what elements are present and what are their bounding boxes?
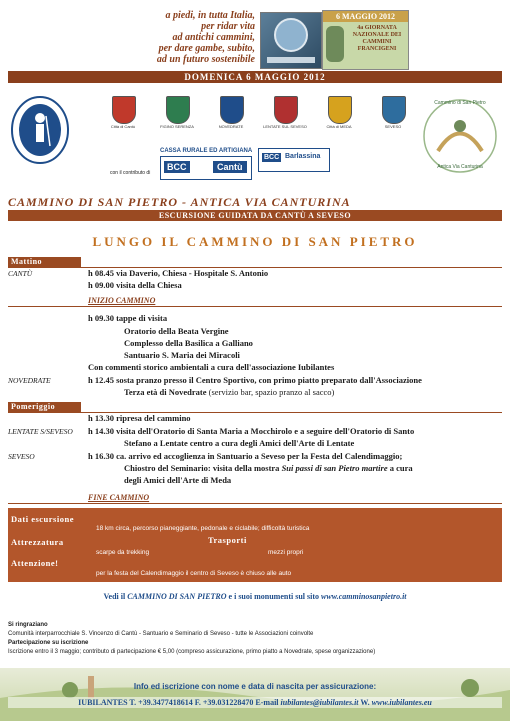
mattino-row: h 09.30 tappe di visita bbox=[88, 313, 168, 323]
footer-website-link[interactable]: www.iubilantes.eu bbox=[371, 698, 432, 707]
mattino-row: h 09.00 visita della Chiesa bbox=[88, 280, 182, 290]
iubilantes-logo-image bbox=[10, 94, 70, 164]
crest-seveso-shield-icon bbox=[382, 96, 406, 124]
info-line: Info ed iscrizione con nome e data di nascita per assicurazione: bbox=[133, 682, 377, 691]
mattino-row: Oratorio della Beata Vergine bbox=[124, 326, 229, 336]
crest-seveso-label: SEVESO bbox=[384, 124, 402, 129]
bank-barlassina-mark: BCC bbox=[264, 154, 280, 161]
mattino-row: h 08.45 via Daverio, Chiesa - Hospitale S. Antonio bbox=[88, 268, 269, 278]
footer-landscape bbox=[0, 668, 510, 721]
bank-cantu-name: Cantù bbox=[213, 161, 247, 173]
header-tagline bbox=[130, 10, 255, 65]
cammino-logo-title: Cammino di San Pietro bbox=[434, 100, 486, 106]
trasporti-value: mezzi propri bbox=[268, 549, 304, 556]
crest-cantu-shield-icon bbox=[112, 96, 136, 124]
contact-line bbox=[8, 697, 502, 708]
web-label: W. bbox=[360, 698, 370, 707]
pomeriggio-row: h 16.30 ca. arrivo ed accoglienza in Santuario a Seveso per la Festa del Calendimaggio; bbox=[88, 451, 403, 461]
date-band: DOMENICA 6 MAGGIO 2012 bbox=[8, 71, 502, 83]
pomeriggio-rule bbox=[8, 412, 502, 413]
cassa-title: CASSA RURALE ED ARTIGIANA bbox=[160, 148, 253, 154]
sponsor-banks bbox=[160, 148, 350, 172]
lungo-title: LUNGO IL CAMMINO DI SAN PIETRO bbox=[92, 234, 418, 249]
tagline-line: per dare gambe, subito, bbox=[158, 43, 255, 54]
pomeriggio-label: Pomeriggio bbox=[8, 402, 81, 412]
mattino-row: Complesso della Basilica a Galliano bbox=[124, 338, 253, 348]
tagline-line: a piedi, in tutta Italia, bbox=[165, 10, 255, 21]
crest-cantu-label: Città di Cantù bbox=[110, 124, 136, 129]
cammino-logo bbox=[420, 96, 500, 176]
event-date: 6 MAGGIO 2012 bbox=[323, 11, 408, 22]
crest-lentate-shield-icon bbox=[274, 96, 298, 124]
website-line bbox=[8, 592, 502, 601]
mattino-row: Con commenti storico ambientali a cura dell'associazione Iubilantes bbox=[88, 362, 335, 372]
hiker-photo bbox=[260, 12, 322, 69]
bank-barlassina-name: Barlassina bbox=[285, 153, 321, 160]
inizio-cammino: INIZIO CAMMINO bbox=[88, 296, 156, 305]
crest-cantu bbox=[98, 96, 148, 129]
pomeriggio-row: Stefano a Lentate centro a cura degli Amici dell'Arte di Lentate bbox=[124, 438, 355, 448]
tagline-line: ad un futuro sostenibile bbox=[156, 54, 255, 65]
pranzo-note: (servizio bar, spazio pranzo al sacco) bbox=[206, 387, 335, 397]
email-label: E-mail bbox=[255, 698, 279, 707]
dati-label: Dati escursione bbox=[11, 514, 74, 524]
place-cantu: CANTÙ bbox=[8, 269, 33, 278]
inizio-rule bbox=[8, 306, 502, 307]
chiostro-text: Chiostro del Seminario: visita della mostra bbox=[124, 463, 282, 473]
attrezzatura-value: scarpe da trekking bbox=[96, 549, 150, 556]
event-poster-box bbox=[322, 10, 409, 70]
escursione-band: ESCURSIONE GUIDATA DA CANTÙ A SEVESO bbox=[8, 210, 502, 221]
cammino-logo-subtitle: Antica Via Canturina bbox=[437, 164, 483, 170]
crest-novedrate-shield-icon bbox=[220, 96, 244, 124]
email-link[interactable]: iubilantes@iubilantes.it bbox=[280, 698, 359, 707]
attrezzatura-label: Attrezzatura bbox=[11, 537, 64, 547]
tagline-line: ad antichi cammini, bbox=[172, 32, 255, 43]
pomeriggio-row: h 14.30 visita dell'Oratorio di Santa Maria a Mocchirolo e a seguire dell'Oratorio di Santo bbox=[88, 426, 415, 436]
mattino-row: Santuario S. Maria dei Miracoli bbox=[124, 350, 240, 360]
contrib-label: con il contributo di bbox=[110, 170, 151, 176]
partecipazione-title: Partecipazione su iscrizione bbox=[8, 640, 89, 646]
crest-meda-label: Città di MEDA bbox=[326, 124, 352, 129]
thanks-title: Si ringraziano bbox=[8, 622, 48, 628]
pomeriggio-row bbox=[124, 463, 413, 474]
crest-novedrate-label: NOVEDRATE bbox=[218, 124, 244, 129]
event-text: 4a GIORNATA NAZIONALE DEI CAMMINI FRANCIGENI bbox=[352, 25, 402, 52]
crest-row bbox=[98, 96, 418, 146]
mostra-title: Sui passi di san Pietro martire bbox=[281, 463, 388, 473]
dati-box bbox=[8, 508, 502, 582]
pomeriggio-row: h 13.30 ripresa del cammino bbox=[88, 413, 191, 423]
mattino-row: h 12.45 sosta pranzo presso il Centro Sportivo, con primo piatto preparato dall'Associazione bbox=[88, 375, 422, 385]
cammino-title: CAMMINO DI SAN PIETRO - ANTICA VIA CANTURINA bbox=[8, 195, 351, 209]
fine-cammino: FINE CAMMINO bbox=[88, 493, 150, 502]
place-lentate: LENTATE S/SEVESO bbox=[8, 427, 73, 436]
crest-figino bbox=[152, 96, 202, 129]
attenzione-value: per la festa del Calendimaggio il centro di Seveso è chiuso alle auto bbox=[96, 570, 292, 577]
mattino-label: Mattino bbox=[8, 257, 81, 267]
crest-meda bbox=[314, 96, 364, 129]
crest-figino-shield-icon bbox=[166, 96, 190, 124]
dati-value: 18 km circa, percorso pianeggiante, pedonale e ciclabile; difficoltà turistica bbox=[96, 525, 310, 532]
phones: T. +39.3477418614 F. +39.031228470 bbox=[129, 698, 254, 707]
place-novedrate: NOVEDRATE bbox=[8, 376, 51, 385]
website-link[interactable]: www.camminosanpietro.it bbox=[321, 592, 407, 601]
bank-cantu-mark: BCC bbox=[164, 161, 190, 173]
web-middle: e i suoi monumenti sul sito bbox=[226, 592, 322, 601]
crest-lentate bbox=[260, 96, 310, 129]
tagline-line: per ridar vita bbox=[201, 21, 255, 32]
crest-lentate-label: LENTATE SUL SEVESO bbox=[263, 124, 307, 129]
hiker-photo-image bbox=[261, 13, 321, 68]
web-cammino: CAMMINO DI SAN PIETRO bbox=[127, 592, 227, 601]
shoe-image bbox=[326, 26, 344, 62]
crest-figino-label: FIGINO SERENZA bbox=[160, 124, 194, 129]
crest-seveso bbox=[368, 96, 418, 129]
org-name: IUBILANTES bbox=[78, 698, 128, 707]
fine-rule bbox=[8, 503, 502, 504]
crest-meda-shield-icon bbox=[328, 96, 352, 124]
place-seveso: SEVESO bbox=[8, 452, 35, 461]
partecipazione-text: Iscrizione entro il 3 maggio; contributo di partecipazione € 5,00 (compreso assicurazione, primo piatto a Novedrate, spese organizzazione) bbox=[8, 649, 376, 655]
pomeriggio-row: degli Amici dell'Arte di Meda bbox=[124, 475, 232, 485]
mattino-row bbox=[124, 387, 334, 398]
thanks-text: Comunità interparrocchiale S. Vincenzo di Cantù - Santuario e Seminario di Seveso - tutte le Associazioni coinvolte bbox=[8, 631, 314, 637]
crest-novedrate bbox=[206, 96, 256, 129]
trasporti-label: Trasporti bbox=[208, 535, 247, 545]
attenzione-label: Attenzione! bbox=[11, 558, 59, 568]
web-prefix: Vedi il bbox=[103, 592, 128, 601]
bank-barlassina bbox=[258, 148, 330, 172]
bank-cantu bbox=[160, 156, 252, 180]
landscape-image bbox=[0, 668, 510, 721]
iubilantes-logo bbox=[10, 94, 70, 164]
terza-eta: Terza età di Novedrate bbox=[124, 387, 207, 397]
a-cura: a cura bbox=[387, 463, 413, 473]
